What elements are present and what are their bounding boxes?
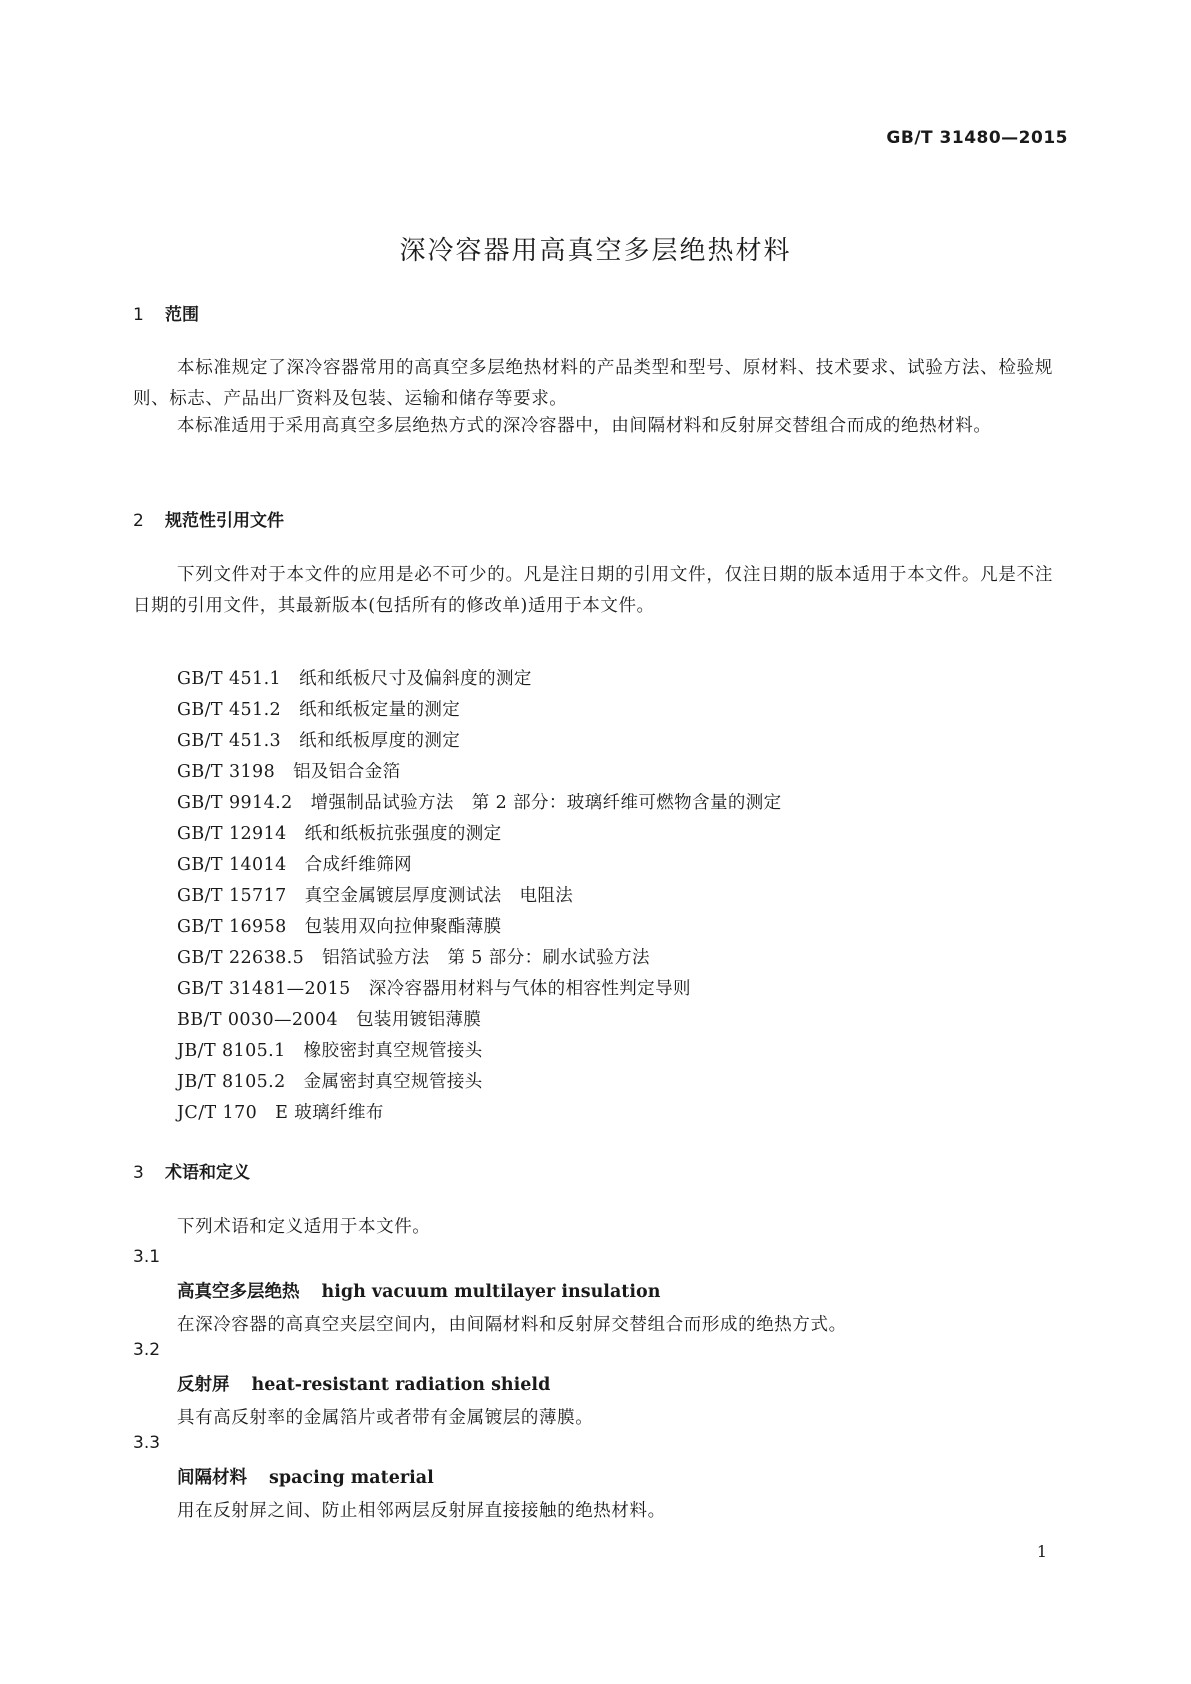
term-english: spacing material bbox=[269, 1468, 434, 1488]
term-chinese: 反射屏 bbox=[177, 1375, 230, 1395]
term-heading bbox=[177, 1464, 434, 1489]
section-heading-1 bbox=[133, 300, 199, 325]
reference-title: 包装用镀铝薄膜 bbox=[356, 1010, 482, 1030]
document-title: 深冷容器用高真空多层绝热材料 bbox=[399, 236, 792, 266]
term-chinese: 高真空多层绝热 bbox=[177, 1282, 300, 1302]
reference-title: 纸和纸板抗张强度的测定 bbox=[304, 824, 502, 844]
paragraph: 下列文件对于本文件的应用是必不可少的。凡是注日期的引用文件，仅注日期的版本适用于本文件。凡是不注日期的引用文件，其最新版本(包括所有的修改单)适用于本文件。 bbox=[133, 565, 1053, 616]
list-item bbox=[177, 1036, 782, 1067]
reference-title: 纸和纸板定量的测定 bbox=[299, 700, 461, 720]
term-number: 3.3 bbox=[133, 1433, 161, 1453]
paragraph: 本标准规定了深冷容器常用的高真空多层绝热材料的产品类型和型号、原材料、技术要求、试验方法、检验规则、标志、产品出厂资料及包装、运输和储存等要求。 bbox=[133, 358, 1053, 409]
term-english: high vacuum multilayer insulation bbox=[321, 1282, 661, 1302]
term-definition: 在深冷容器的高真空夹层空间内，由间隔材料和反射屏交替组合而形成的绝热方式。 bbox=[177, 1315, 847, 1335]
section-title: 术语和定义 bbox=[165, 1163, 250, 1183]
reference-title: 包装用双向拉伸聚酯薄膜 bbox=[304, 917, 502, 937]
reference-code: GB/T 3198 bbox=[177, 762, 276, 782]
reference-code: GB/T 451.2 bbox=[177, 700, 282, 720]
page-number: 1 bbox=[1036, 1542, 1047, 1561]
reference-code: GB/T 31481—2015 bbox=[177, 979, 351, 999]
term-definition: 具有高反射率的金属箔片或者带有金属镀层的薄膜。 bbox=[177, 1408, 594, 1428]
reference-code: BB/T 0030—2004 bbox=[177, 1010, 339, 1030]
reference-code: GB/T 451.1 bbox=[177, 669, 282, 689]
reference-code: GB/T 9914.2 bbox=[177, 793, 293, 813]
standard-code: GB/T 31480—2015 bbox=[886, 128, 1068, 148]
reference-title: 增强制品试验方法 第 2 部分：玻璃纤维可燃物含量的测定 bbox=[310, 793, 782, 813]
list-item bbox=[177, 943, 782, 974]
reference-title: E 玻璃纤维布 bbox=[275, 1103, 384, 1123]
reference-code: GB/T 16958 bbox=[177, 917, 287, 937]
reference-title: 深冷容器用材料与气体的相容性判定导则 bbox=[368, 979, 691, 999]
term-definition: 用在反射屏之间、防止相邻两层反射屏直接接触的绝热材料。 bbox=[177, 1501, 666, 1521]
list-item bbox=[177, 1067, 782, 1098]
list-item bbox=[177, 695, 782, 726]
list-item bbox=[177, 819, 782, 850]
term-chinese: 间隔材料 bbox=[177, 1468, 247, 1488]
list-item bbox=[177, 757, 782, 788]
list-item bbox=[177, 664, 782, 695]
reference-title: 金属密封真空规管接头 bbox=[303, 1072, 483, 1092]
list-item bbox=[177, 912, 782, 943]
paragraph: 下列术语和定义适用于本文件。 bbox=[177, 1217, 431, 1237]
section-number: 2 bbox=[133, 511, 144, 531]
term-number: 3.2 bbox=[133, 1340, 161, 1360]
section-heading-2 bbox=[133, 506, 284, 531]
term-english: heat-resistant radiation shield bbox=[251, 1375, 551, 1395]
list-item bbox=[177, 1098, 782, 1129]
list-item bbox=[177, 881, 782, 912]
reference-code: GB/T 451.3 bbox=[177, 731, 282, 751]
reference-code: GB/T 22638.5 bbox=[177, 948, 305, 968]
list-item bbox=[177, 850, 782, 881]
reference-code: JC/T 170 bbox=[177, 1103, 258, 1123]
reference-code: GB/T 15717 bbox=[177, 886, 287, 906]
list-item bbox=[177, 726, 782, 757]
normative-references-list bbox=[177, 664, 782, 1129]
reference-title: 合成纤维筛网 bbox=[304, 855, 413, 875]
term-number: 3.1 bbox=[133, 1247, 161, 1267]
section-heading-3 bbox=[133, 1158, 250, 1183]
section-title: 规范性引用文件 bbox=[165, 511, 284, 531]
reference-title: 纸和纸板厚度的测定 bbox=[299, 731, 461, 751]
term-heading bbox=[177, 1371, 550, 1396]
reference-code: GB/T 14014 bbox=[177, 855, 287, 875]
reference-code: GB/T 12914 bbox=[177, 824, 287, 844]
reference-title: 真空金属镀层厚度测试法 电阻法 bbox=[304, 886, 574, 906]
reference-code: JB/T 8105.1 bbox=[177, 1041, 286, 1061]
reference-title: 纸和纸板尺寸及偏斜度的测定 bbox=[299, 669, 532, 689]
reference-code: JB/T 8105.2 bbox=[177, 1072, 286, 1092]
paragraph: 本标准适用于采用高真空多层绝热方式的深冷容器中，由间隔材料和反射屏交替组合而成的绝热材料。 bbox=[177, 416, 992, 436]
reference-title: 橡胶密封真空规管接头 bbox=[303, 1041, 483, 1061]
section-title: 范围 bbox=[165, 305, 199, 325]
term-heading bbox=[177, 1278, 660, 1303]
list-item bbox=[177, 1005, 782, 1036]
reference-title: 铝箔试验方法 第 5 部分：刷水试验方法 bbox=[322, 948, 650, 968]
section-number: 3 bbox=[133, 1163, 144, 1183]
section-number: 1 bbox=[133, 305, 144, 325]
reference-title: 铝及铝合金箔 bbox=[293, 762, 401, 782]
list-item bbox=[177, 974, 782, 1005]
list-item bbox=[177, 788, 782, 819]
